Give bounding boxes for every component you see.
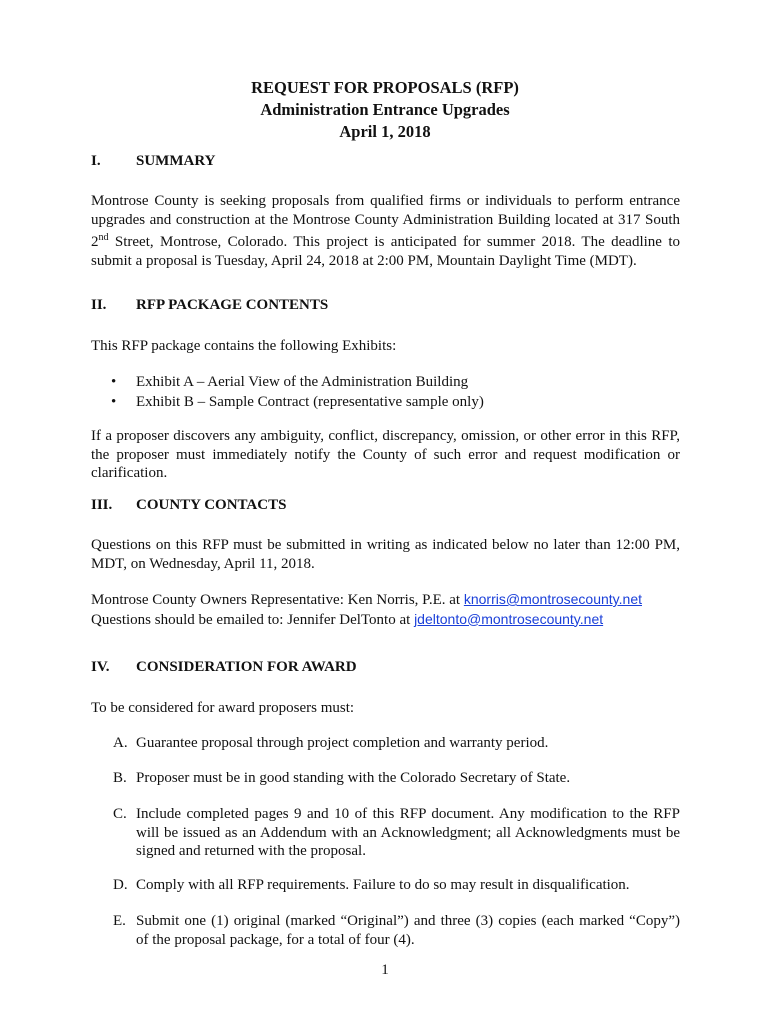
bullet-icon: •	[111, 374, 117, 390]
error-notice-paragraph: If a proposer discovers any ambiguity, conflict, discrepancy, omission, or other error in this RFP, the proposer must immediately notify the County of such error and request modification or clarification.	[91, 428, 680, 482]
contacts-paragraph	[91, 590, 680, 629]
section-number: III.	[91, 497, 113, 513]
section-title: RFP PACKAGE CONTENTS	[136, 297, 329, 313]
section-heading-summary	[91, 153, 215, 170]
award-intro: To be considered for award proposers must:	[91, 700, 355, 716]
section-title: CONSIDERATION FOR AWARD	[136, 659, 357, 675]
section-number: II.	[91, 297, 107, 313]
title-line-1: REQUEST FOR PROPOSALS (RFP)	[251, 78, 519, 97]
section-heading-contacts	[91, 497, 286, 514]
document-title	[0, 77, 770, 143]
section-title: COUNTY CONTACTS	[136, 497, 287, 513]
award-item-d: D. Comply with all RFP requirements. Failure to do so may result in disqualification.	[113, 877, 630, 893]
section-heading-award	[91, 659, 357, 676]
section-heading-package	[91, 297, 328, 314]
section-number: IV.	[91, 659, 110, 675]
package-intro: This RFP package contains the following Exhibits:	[91, 338, 397, 354]
award-item-e: E. Submit one (1) original (marked “Original”) and three (3) copies (each marked “Copy”) of the proposal package, for a total of four (4).	[113, 913, 680, 948]
list-item: • Exhibit B – Sample Contract (representative sample only)	[91, 393, 484, 413]
list-item: • Exhibit A – Aerial View of the Administration Building	[91, 373, 484, 393]
page-number: 1	[381, 962, 389, 978]
title-line-2: Administration Entrance Upgrades	[260, 100, 510, 119]
section-number: I.	[91, 153, 101, 169]
section-title: SUMMARY	[136, 153, 216, 169]
exhibit-list	[91, 373, 484, 412]
title-line-3: April 1, 2018	[339, 122, 431, 141]
award-item-a: A. Guarantee proposal through project completion and warranty period.	[113, 735, 549, 751]
bullet-icon: •	[111, 393, 117, 410]
questions-email-link[interactable]: jdeltonto@montrosecounty.net	[414, 610, 604, 627]
questions-deadline-paragraph: Questions on this RFP must be submitted in writing as indicated below no later than 12:00 PM, MDT, on Wednesday, April 11, 2018.	[91, 537, 680, 572]
award-item-c: C. Include completed pages 9 and 10 of this RFP document. Any modification to the RFP will be issued as an Addendum with an Acknowledgment; all Acknowledgments must be signed and returned with the proposal.	[113, 806, 680, 860]
representative-line: Montrose County Owners Representative: Ken Norris, P.E. at knorris@montrosecounty.net	[91, 591, 642, 608]
representative-email-link[interactable]: knorris@montrosecounty.net	[463, 591, 642, 607]
questions-email-line: Questions should be emailed to: Jennifer DelTonto at jdeltonto@montrosecounty.net	[91, 610, 604, 628]
award-item-b: B. Proposer must be in good standing with the Colorado Secretary of State.	[113, 770, 571, 786]
summary-paragraph: Montrose County is seeking proposals from qualified firms or individuals to perform entrance upgrades and construction at the Montrose County Administration Building located at 317 South 2nd Street, Montrose, Colorado. This project is anticipated for summer 2018. The deadline to submit a proposal is Tuesday, April 24, 2018 at 2:00 PM, Mountain Daylight Time (MDT).	[91, 193, 680, 269]
